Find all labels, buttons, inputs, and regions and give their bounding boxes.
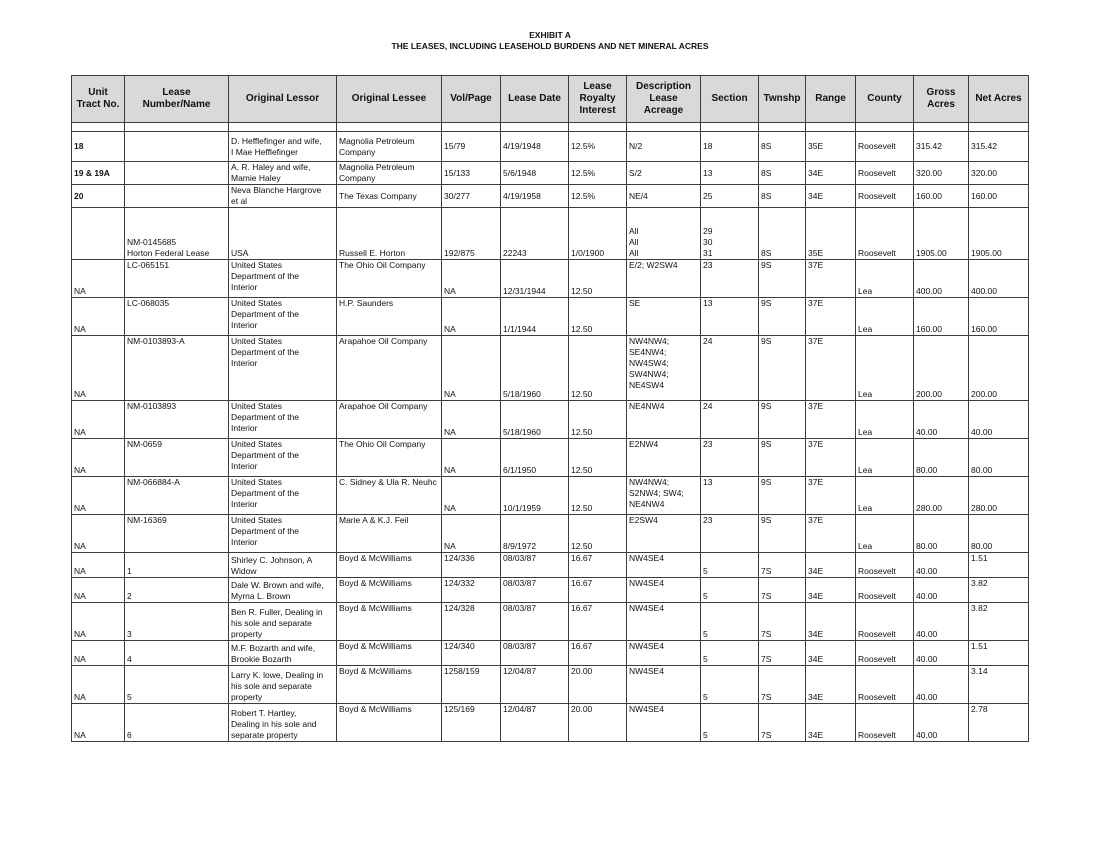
cell-lease: NM-16369: [125, 515, 229, 553]
cell-desc: S/2: [627, 162, 701, 185]
cell-county: Roosevelt: [856, 208, 914, 260]
cell-date: 12/04/87: [501, 704, 569, 742]
cell-gross: 80.00: [914, 439, 969, 477]
header-row: [72, 76, 1029, 123]
cell-twnshp: 9S: [759, 336, 806, 401]
cell-net: 80.00: [969, 439, 1029, 477]
cell-net: 315.42: [969, 132, 1029, 162]
cell-section: 5: [701, 704, 759, 742]
cell-tract: [72, 208, 125, 260]
table-row: [72, 641, 1029, 666]
table-row: [72, 336, 1029, 401]
column-header-county: County: [856, 76, 914, 123]
cell-date: 22243: [501, 208, 569, 260]
cell-volpage: 124/340: [442, 641, 501, 666]
cell-county: Lea: [856, 515, 914, 553]
cell-twnshp: 9S: [759, 298, 806, 336]
cell-lessor: United States Department of the Interior: [229, 336, 337, 401]
cell-royalty: 12.50: [569, 477, 627, 515]
cell-tract: NA: [72, 401, 125, 439]
cell-section: 24: [701, 401, 759, 439]
cell-date: 08/03/87: [501, 553, 569, 578]
cell-desc: E/2; W2SW4: [627, 260, 701, 298]
cell-gross: 400.00: [914, 260, 969, 298]
cell-section: 5: [701, 641, 759, 666]
exhibit-title: EXHIBIT A: [529, 30, 571, 40]
cell-desc: NW4SE4: [627, 641, 701, 666]
cell-royalty: 12.50: [569, 336, 627, 401]
cell-lessee: C. Sidney & Ula R. Neuhc: [337, 477, 442, 515]
cell-lessee: H.P. Saunders: [337, 298, 442, 336]
cell-range: 34E: [806, 641, 856, 666]
cell-tract: NA: [72, 704, 125, 742]
cell-county: Lea: [856, 439, 914, 477]
cell-desc: NW4SE4: [627, 578, 701, 603]
exhibit-subtitle: THE LEASES, INCLUDING LEASEHOLD BURDENS AND NET MINERAL ACRES: [391, 41, 709, 51]
cell-lessee: Magnolia Petroleum Company: [337, 132, 442, 162]
table-row: [72, 704, 1029, 742]
column-header-lessor: Original Lessor: [229, 76, 337, 123]
cell-range: 37E: [806, 260, 856, 298]
cell-section: 18: [701, 132, 759, 162]
cell-lessee: The Ohio Oil Company: [337, 260, 442, 298]
cell-royalty: 20.00: [569, 666, 627, 704]
cell-gross: 280.00: [914, 477, 969, 515]
cell-lessor: Ben R. Fuller, Dealing in his sole and separate property: [229, 603, 337, 641]
cell-twnshp: 8S: [759, 208, 806, 260]
cell-net: 1.51: [969, 553, 1029, 578]
cell-county: Roosevelt: [856, 132, 914, 162]
cell-volpage: 30/277: [442, 185, 501, 208]
cell-royalty: 16.67: [569, 578, 627, 603]
column-header-twnshp: Twnshp: [759, 76, 806, 123]
cell-range: 34E: [806, 578, 856, 603]
cell-range: 35E: [806, 208, 856, 260]
cell-lessee: The Ohio Oil Company: [337, 439, 442, 477]
cell-range: 35E: [806, 132, 856, 162]
cell-lease: [125, 162, 229, 185]
spacer-cell: [125, 123, 229, 132]
cell-section: 23: [701, 515, 759, 553]
table-row: [72, 666, 1029, 704]
cell-lessor: United States Department of the Interior: [229, 260, 337, 298]
cell-desc: NE4NW4: [627, 401, 701, 439]
cell-lease: LC-068035: [125, 298, 229, 336]
table-row: [72, 132, 1029, 162]
cell-tract: NA: [72, 553, 125, 578]
cell-county: Roosevelt: [856, 666, 914, 704]
cell-net: 160.00: [969, 185, 1029, 208]
table-row: [72, 298, 1029, 336]
cell-lessee: Boyd & McWilliams: [337, 553, 442, 578]
cell-county: Roosevelt: [856, 185, 914, 208]
cell-tract: NA: [72, 515, 125, 553]
cell-tract: NA: [72, 578, 125, 603]
cell-lessee: Marie A & K.J. Feil: [337, 515, 442, 553]
table-row: [72, 515, 1029, 553]
cell-range: 37E: [806, 336, 856, 401]
cell-volpage: 192/875: [442, 208, 501, 260]
cell-county: Lea: [856, 336, 914, 401]
cell-lessor: United States Department of the Interior: [229, 477, 337, 515]
cell-tract: NA: [72, 641, 125, 666]
cell-lessor: Robert T. Hartley, Dealing in his sole and separate property: [229, 704, 337, 742]
cell-date: 1/1/1944: [501, 298, 569, 336]
cell-county: Roosevelt: [856, 603, 914, 641]
cell-range: 34E: [806, 185, 856, 208]
cell-lessor: Neva Blanche Hargrove et al: [229, 185, 337, 208]
cell-gross: 40.00: [914, 666, 969, 704]
cell-lease: 1: [125, 553, 229, 578]
cell-county: Lea: [856, 477, 914, 515]
cell-county: Lea: [856, 260, 914, 298]
cell-twnshp: 9S: [759, 401, 806, 439]
spacer-cell: [969, 123, 1029, 132]
cell-volpage: 15/79: [442, 132, 501, 162]
cell-twnshp: 8S: [759, 162, 806, 185]
cell-net: 200.00: [969, 336, 1029, 401]
spacer-cell: [914, 123, 969, 132]
cell-desc: NW4SE4: [627, 666, 701, 704]
cell-desc: E2NW4: [627, 439, 701, 477]
cell-county: Lea: [856, 298, 914, 336]
spacer-cell: [806, 123, 856, 132]
cell-twnshp: 9S: [759, 439, 806, 477]
cell-tract: NA: [72, 260, 125, 298]
spacer-cell: [501, 123, 569, 132]
column-header-volpage: Vol/Page: [442, 76, 501, 123]
cell-net: 3.82: [969, 578, 1029, 603]
cell-section: 5: [701, 578, 759, 603]
cell-tract: NA: [72, 298, 125, 336]
cell-lease: 4: [125, 641, 229, 666]
cell-tract: NA: [72, 603, 125, 641]
cell-county: Roosevelt: [856, 162, 914, 185]
cell-twnshp: 8S: [759, 185, 806, 208]
cell-lease: NM-0103893: [125, 401, 229, 439]
cell-section: 13: [701, 477, 759, 515]
table-row: [72, 162, 1029, 185]
cell-lessor: M.F. Bozarth and wife, Brookie Bozarth: [229, 641, 337, 666]
cell-county: Roosevelt: [856, 553, 914, 578]
cell-section: 24: [701, 336, 759, 401]
cell-gross: 80.00: [914, 515, 969, 553]
cell-twnshp: 7S: [759, 578, 806, 603]
cell-lessee: Russell E. Horton: [337, 208, 442, 260]
cell-tract: NA: [72, 477, 125, 515]
cell-lease: 3: [125, 603, 229, 641]
leases-table: [71, 75, 1029, 742]
cell-lease: 2: [125, 578, 229, 603]
cell-range: 37E: [806, 298, 856, 336]
cell-volpage: 125/169: [442, 704, 501, 742]
cell-date: 10/1/1959: [501, 477, 569, 515]
cell-lease: NM-0659: [125, 439, 229, 477]
cell-gross: 40.00: [914, 553, 969, 578]
column-header-section: Section: [701, 76, 759, 123]
cell-twnshp: 9S: [759, 260, 806, 298]
cell-lessee: Boyd & McWilliams: [337, 578, 442, 603]
cell-range: 34E: [806, 553, 856, 578]
cell-volpage: NA: [442, 515, 501, 553]
cell-lessee: Boyd & McWilliams: [337, 666, 442, 704]
cell-lease: NM-066884-A: [125, 477, 229, 515]
cell-royalty: 20.00: [569, 704, 627, 742]
cell-net: 280.00: [969, 477, 1029, 515]
cell-volpage: 1258/159: [442, 666, 501, 704]
cell-twnshp: 9S: [759, 515, 806, 553]
cell-date: 12/31/1944: [501, 260, 569, 298]
cell-tract: NA: [72, 439, 125, 477]
cell-tract: 19 & 19A: [72, 162, 125, 185]
cell-volpage: NA: [442, 298, 501, 336]
table-row: [72, 401, 1029, 439]
cell-volpage: 124/328: [442, 603, 501, 641]
cell-lease: NM-0103893-A: [125, 336, 229, 401]
table-row: [72, 553, 1029, 578]
cell-date: 08/03/87: [501, 603, 569, 641]
cell-desc: All All All: [627, 208, 701, 260]
leases-table-body: [72, 123, 1029, 742]
column-header-royalty: Lease Royalty Interest: [569, 76, 627, 123]
cell-desc: E2SW4: [627, 515, 701, 553]
spacer-cell: [442, 123, 501, 132]
cell-twnshp: 7S: [759, 704, 806, 742]
spacer-cell: [759, 123, 806, 132]
exhibit-heading: [0, 30, 1100, 52]
table-row: [72, 603, 1029, 641]
spacer-cell: [627, 123, 701, 132]
cell-lease: LC-065151: [125, 260, 229, 298]
cell-lessee: Arapahoe Oil Company: [337, 401, 442, 439]
cell-twnshp: 7S: [759, 666, 806, 704]
cell-lessor: Dale W. Brown and wife, Myrna L. Brown: [229, 578, 337, 603]
cell-date: 6/1/1950: [501, 439, 569, 477]
cell-volpage: 124/336: [442, 553, 501, 578]
cell-royalty: 12.50: [569, 439, 627, 477]
spacer-cell: [856, 123, 914, 132]
cell-tract: 18: [72, 132, 125, 162]
cell-section: 5: [701, 553, 759, 578]
cell-lessor: USA: [229, 208, 337, 260]
cell-gross: 1905.00: [914, 208, 969, 260]
cell-gross: 200.00: [914, 336, 969, 401]
cell-desc: NE/4: [627, 185, 701, 208]
cell-lessee: Magnolia Petroleum Company: [337, 162, 442, 185]
cell-volpage: 124/332: [442, 578, 501, 603]
cell-lessee: Arapahoe Oil Company: [337, 336, 442, 401]
cell-range: 34E: [806, 666, 856, 704]
table-row: [72, 578, 1029, 603]
cell-royalty: 1/0/1900: [569, 208, 627, 260]
cell-date: 4/19/1958: [501, 185, 569, 208]
spacer-cell: [229, 123, 337, 132]
column-header-desc: Description Lease Acreage: [627, 76, 701, 123]
table-row: [72, 185, 1029, 208]
cell-lessor: Shirley C. Johnson, A Widow: [229, 553, 337, 578]
cell-range: 37E: [806, 439, 856, 477]
cell-gross: 40.00: [914, 641, 969, 666]
cell-twnshp: 7S: [759, 553, 806, 578]
cell-gross: 40.00: [914, 603, 969, 641]
cell-net: 1905.00: [969, 208, 1029, 260]
spacer-cell: [701, 123, 759, 132]
cell-royalty: 16.67: [569, 603, 627, 641]
cell-royalty: 12.5%: [569, 185, 627, 208]
cell-lessor: United States Department of the Interior: [229, 515, 337, 553]
spacer-cell: [72, 123, 125, 132]
column-header-range: Range: [806, 76, 856, 123]
cell-range: 37E: [806, 515, 856, 553]
cell-twnshp: 7S: [759, 603, 806, 641]
spacer-cell: [337, 123, 442, 132]
cell-section: 23: [701, 439, 759, 477]
cell-lessor: United States Department of the Interior: [229, 298, 337, 336]
cell-date: 12/04/87: [501, 666, 569, 704]
cell-desc: SE: [627, 298, 701, 336]
cell-section: 25: [701, 185, 759, 208]
cell-date: 08/03/87: [501, 641, 569, 666]
column-header-lessee: Original Lessee: [337, 76, 442, 123]
cell-royalty: 16.67: [569, 641, 627, 666]
cell-lease: 5: [125, 666, 229, 704]
cell-date: 4/19/1948: [501, 132, 569, 162]
cell-range: 34E: [806, 704, 856, 742]
cell-tract: NA: [72, 336, 125, 401]
cell-county: Roosevelt: [856, 704, 914, 742]
cell-range: 37E: [806, 477, 856, 515]
cell-net: 400.00: [969, 260, 1029, 298]
cell-county: Roosevelt: [856, 578, 914, 603]
cell-tract: 20: [72, 185, 125, 208]
cell-lease: 6: [125, 704, 229, 742]
cell-desc: NW4SE4: [627, 553, 701, 578]
cell-net: 3.82: [969, 603, 1029, 641]
cell-volpage: NA: [442, 439, 501, 477]
cell-lessee: Boyd & McWilliams: [337, 704, 442, 742]
cell-desc: N/2: [627, 132, 701, 162]
cell-range: 34E: [806, 603, 856, 641]
cell-lease: [125, 185, 229, 208]
cell-gross: 40.00: [914, 578, 969, 603]
cell-tract: NA: [72, 666, 125, 704]
cell-lessee: Boyd & McWilliams: [337, 641, 442, 666]
cell-net: 3.14: [969, 666, 1029, 704]
cell-net: 2.78: [969, 704, 1029, 742]
cell-lessor: A. R. Haley and wife, Mamie Haley: [229, 162, 337, 185]
cell-section: 5: [701, 603, 759, 641]
cell-royalty: 12.50: [569, 515, 627, 553]
cell-section: 23: [701, 260, 759, 298]
cell-volpage: NA: [442, 401, 501, 439]
cell-date: 8/9/1972: [501, 515, 569, 553]
cell-section: 5: [701, 666, 759, 704]
column-header-tract: Unit Tract No.: [72, 76, 125, 123]
cell-desc: NW4NW4; SE4NW4; NW4SW4; SW4NW4; NE4SW4: [627, 336, 701, 401]
cell-county: Roosevelt: [856, 641, 914, 666]
cell-royalty: 12.50: [569, 260, 627, 298]
cell-desc: NW4NW4; S2NW4; SW4; NE4NW4: [627, 477, 701, 515]
cell-twnshp: 7S: [759, 641, 806, 666]
cell-net: 40.00: [969, 401, 1029, 439]
cell-section: 13: [701, 162, 759, 185]
cell-twnshp: 8S: [759, 132, 806, 162]
cell-county: Lea: [856, 401, 914, 439]
cell-net: 80.00: [969, 515, 1029, 553]
cell-date: 5/18/1960: [501, 336, 569, 401]
cell-gross: 160.00: [914, 185, 969, 208]
cell-royalty: 16.67: [569, 553, 627, 578]
cell-date: 5/18/1960: [501, 401, 569, 439]
cell-gross: 320.00: [914, 162, 969, 185]
cell-lease: NM-0145685 Horton Federal Lease: [125, 208, 229, 260]
column-header-net: Net Acres: [969, 76, 1029, 123]
spacer-cell: [569, 123, 627, 132]
cell-royalty: 12.50: [569, 401, 627, 439]
table-spacer-row: [72, 123, 1029, 132]
table-row: [72, 208, 1029, 260]
cell-lease: [125, 132, 229, 162]
cell-gross: 40.00: [914, 401, 969, 439]
cell-lessor: Larry K. lowe, Dealing in his sole and separate property: [229, 666, 337, 704]
cell-gross: 315.42: [914, 132, 969, 162]
cell-gross: 40.00: [914, 704, 969, 742]
cell-twnshp: 9S: [759, 477, 806, 515]
cell-lessor: D. Hefflefinger and wife, I Mae Hefflefinger: [229, 132, 337, 162]
table-row: [72, 477, 1029, 515]
cell-date: 5/6/1948: [501, 162, 569, 185]
cell-range: 37E: [806, 401, 856, 439]
cell-net: 160.00: [969, 298, 1029, 336]
column-header-gross: Gross Acres: [914, 76, 969, 123]
cell-gross: 160.00: [914, 298, 969, 336]
cell-net: 320.00: [969, 162, 1029, 185]
leases-table-head: [72, 76, 1029, 123]
cell-lessor: United States Department of the Interior: [229, 439, 337, 477]
cell-royalty: 12.5%: [569, 132, 627, 162]
cell-range: 34E: [806, 162, 856, 185]
column-header-lease: Lease Number/Name: [125, 76, 229, 123]
cell-royalty: 12.50: [569, 298, 627, 336]
cell-lessee: Boyd & McWilliams: [337, 603, 442, 641]
cell-net: 1.51: [969, 641, 1029, 666]
cell-volpage: NA: [442, 477, 501, 515]
cell-date: 08/03/87: [501, 578, 569, 603]
table-row: [72, 439, 1029, 477]
column-header-date: Lease Date: [501, 76, 569, 123]
cell-lessee: The Texas Company: [337, 185, 442, 208]
cell-desc: NW4SE4: [627, 704, 701, 742]
cell-desc: NW4SE4: [627, 603, 701, 641]
cell-volpage: 15/133: [442, 162, 501, 185]
cell-volpage: NA: [442, 260, 501, 298]
cell-volpage: NA: [442, 336, 501, 401]
cell-lessor: United States Department of the Interior: [229, 401, 337, 439]
cell-section: 13: [701, 298, 759, 336]
cell-section: 29 30 31: [701, 208, 759, 260]
cell-royalty: 12.5%: [569, 162, 627, 185]
table-row: [72, 260, 1029, 298]
